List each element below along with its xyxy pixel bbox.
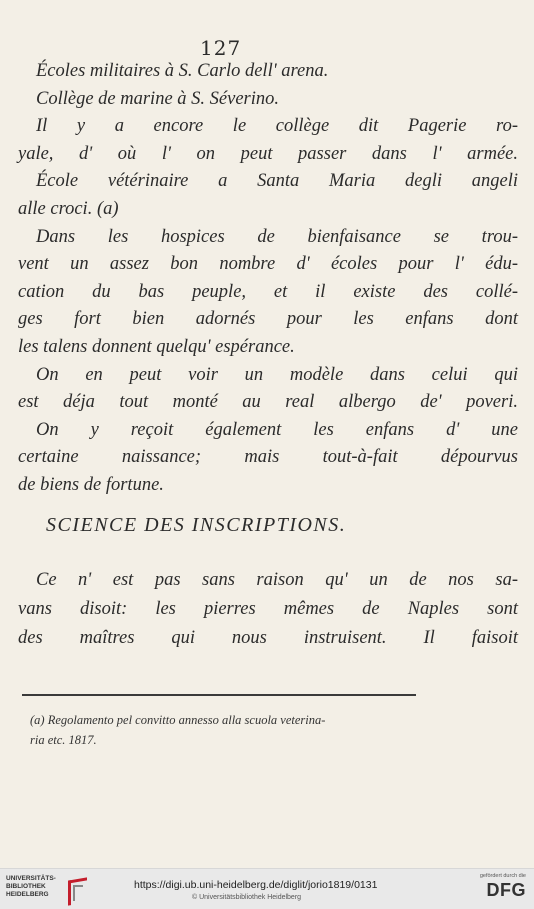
text-line: des maîtres qui nous instruisent. Il faisoit [18,628,518,648]
footnote-line: (a) Regolamento pel convitto annesso alla scuola veterina- [30,713,326,727]
library-logo-icon [73,885,83,901]
library-name: HEIDELBERG [6,891,49,898]
permalink-url[interactable]: https://digi.ub.uni-heidelberg.de/diglit/jorio1819/0131 [134,879,378,891]
library-logo[interactable] [6,875,126,905]
text-line: On en peut voir un modèle dans celui qui [36,364,518,385]
text-line: vans disoit: les pierres mêmes de Naples sont [18,599,518,619]
text-line: est déja tout monté au real albergo de' poveri. [18,392,518,413]
text-line: Il y a encore le collège dit Pagerie ro- [36,116,518,137]
text-line: alle croci. (a) [18,198,119,219]
dfg-logo[interactable] [466,873,526,900]
text-line: certaine naissance; mais tout-à-fait dépourvus [18,447,518,468]
text-line: École vétérinaire a Santa Maria degli angeli [36,171,518,192]
copyright-text: © Universitätsbibliothek Heidelberg [192,894,302,901]
paragraph [18,566,518,653]
library-name: BIBLIOTHEK [6,883,46,890]
text-line: vent un assez bon nombre d' écoles pour l' édu- [18,254,518,275]
library-name: UNIVERSITÄTS- [6,875,56,882]
funder-note: gefördert durch die [479,873,526,879]
dfg-logo-text: DFG [486,880,526,900]
text-line: Écoles militaires à S. Carlo dell' arena. [36,61,329,81]
footnote [30,710,420,750]
page-number: 127 [200,36,242,60]
footnote-divider [22,694,416,696]
text-line: cation du bas peuple, et il existe des collé- [18,281,518,302]
text-line: Collège de marine à S. Séverino. [36,88,280,109]
text-line: ges fort bien adornés pour les enfans dont [18,309,518,330]
viewer-footer [0,868,534,909]
text-line: les talens donnent quelqu' espérance. [18,336,295,357]
text-line: yale, d' où l' on peut passer dans l' armée. [18,143,518,164]
section-heading: SCIENCE DES INSCRIPTIONS. [46,514,347,536]
text-line: Ce n' est pas sans raison qu' un de nos sa- [36,570,518,590]
footnote-line: ria etc. 1817. [30,733,97,747]
text-line: de biens de fortune. [18,474,164,495]
text-line: On y reçoit également les enfans d' une [36,419,518,440]
main-text [18,58,518,500]
text-line: Dans les hospices de bienfaisance se trou- [36,226,518,247]
